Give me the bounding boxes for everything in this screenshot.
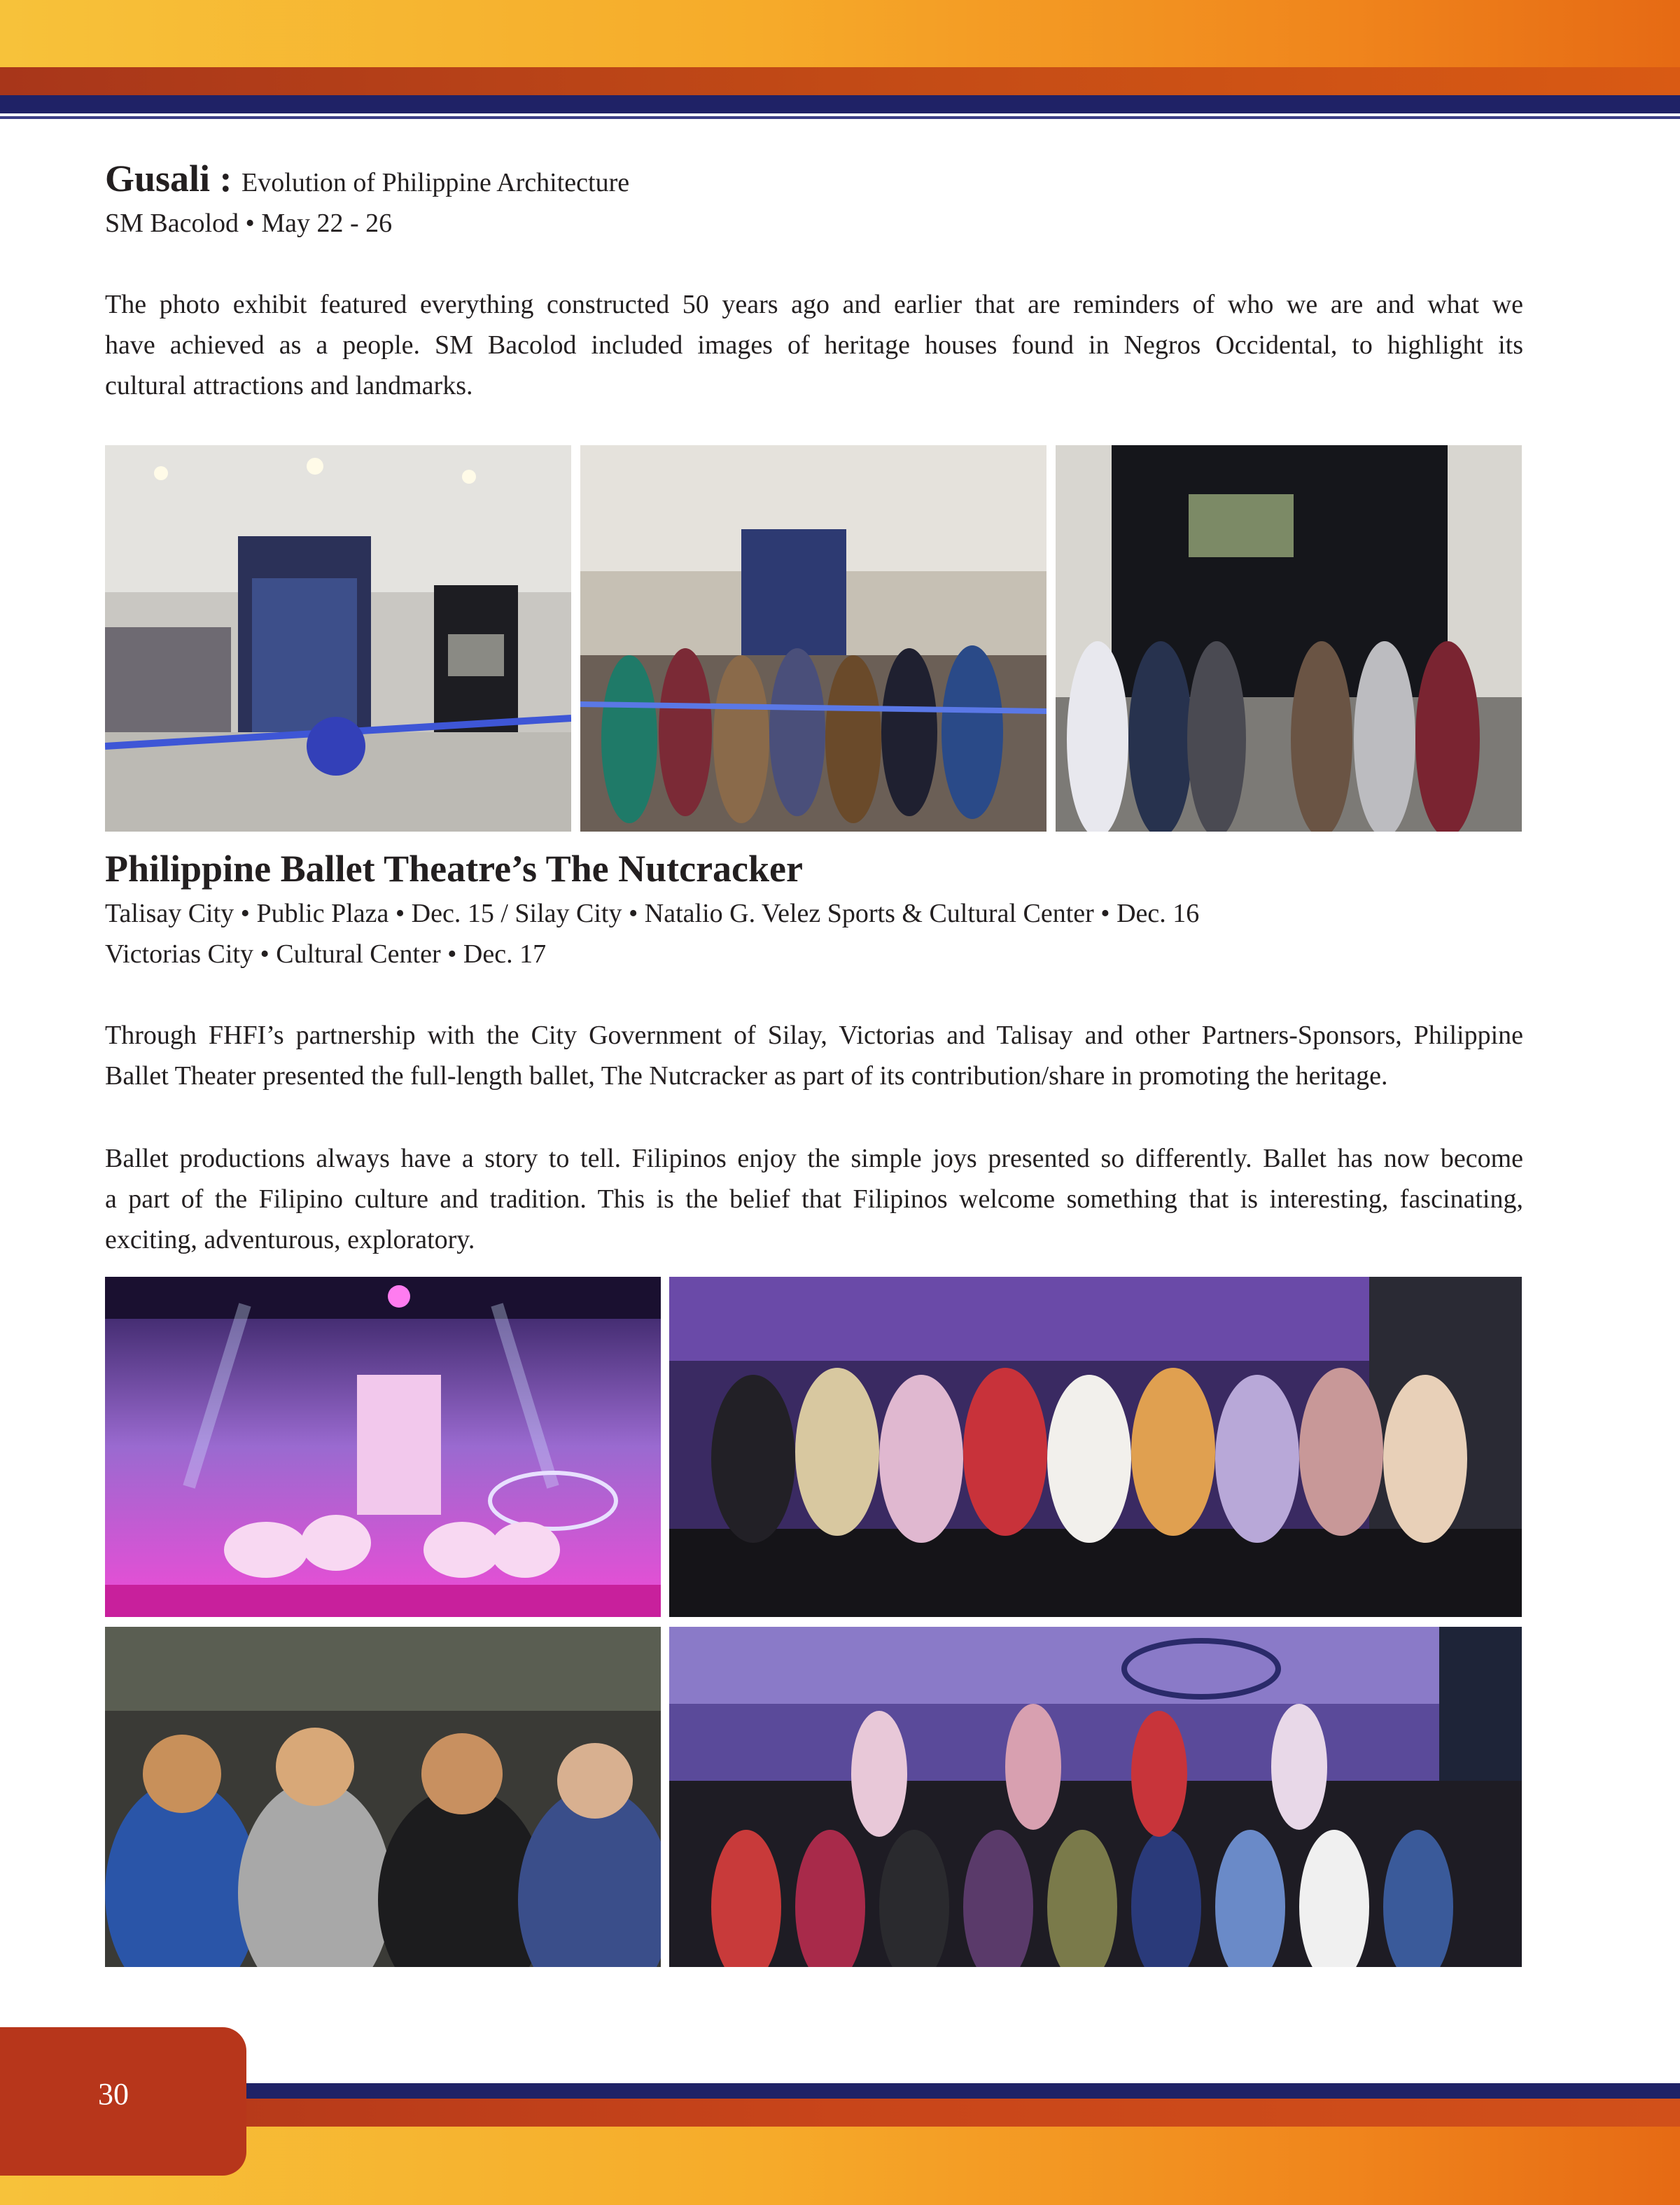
section2-para2-line: exciting, adventurous, exploratory. — [105, 1225, 475, 1254]
section1-title-sub: Evolution of Philippine Architecture — [241, 168, 630, 197]
header-gold-band — [0, 0, 1680, 67]
section2-title: Philippine Ballet Theatre’s The Nutcracker — [105, 848, 803, 890]
header-red-band — [0, 67, 1680, 95]
photo-cast-and-sponsors — [669, 1627, 1522, 1967]
photo-ribbon-cutting — [580, 445, 1046, 832]
header-thin-line — [0, 116, 1680, 119]
photo-ballet-cast-award — [669, 1277, 1522, 1617]
photo-group-guests — [1056, 445, 1522, 832]
section2-para2-line: Ballet productions always have a story to tell. Filipinos enjoy the simple joys presented so differently. Ballet has now become — [105, 1144, 1523, 1173]
section1-body-line: cultural attractions and landmarks. — [105, 371, 473, 400]
section2-paragraph-2 — [105, 1138, 1523, 1260]
section1-body-line: have achieved as a people. SM Bacolod included images of heritage houses found in Negros Occidental, to highlight its — [105, 330, 1523, 360]
section1-meta: SM Bacolod • May 22 - 26 — [105, 209, 393, 238]
footer-gold-band — [0, 2127, 1680, 2205]
section2-meta-line: Victorias City • Cultural Center • Dec. 17 — [105, 939, 547, 969]
header-navy-band — [0, 95, 1680, 113]
footer-red-band — [0, 2099, 1680, 2127]
photo-ballet-stage — [105, 1277, 661, 1617]
page-number: 30 — [98, 2077, 129, 2111]
section1-body-line: The photo exhibit featured everything constructed 50 years ago and earlier that are reminders of who we are and what we — [105, 290, 1523, 319]
section2-paragraph-1 — [105, 1015, 1523, 1096]
section1-title: Gusali : — [105, 158, 232, 200]
section2-para2-line: a part of the Filipino culture and tradition. This is the belief that Filipinos welcome something that is interesting, fascinating, — [105, 1184, 1523, 1214]
section2-para1-line: Through FHFI’s partnership with the City Government of Silay, Victorias and Talisay and other Partners-Sponsors, Philippine — [105, 1021, 1523, 1050]
photo-exhibit-display — [105, 445, 571, 832]
section1-body — [105, 284, 1523, 406]
photo-audience — [105, 1627, 661, 1967]
section2-meta-line: Talisay City • Public Plaza • Dec. 15 / Silay City • Natalio G. Velez Sports & Cultural Center • Dec. 16 — [105, 899, 1200, 928]
section1-heading — [105, 154, 629, 207]
footer-navy-band — [0, 2083, 1680, 2099]
section2-para1-line: Ballet Theater presented the full-length ballet, The Nutcracker as part of its contribution/share in promoting the heritage. — [105, 1061, 1388, 1091]
